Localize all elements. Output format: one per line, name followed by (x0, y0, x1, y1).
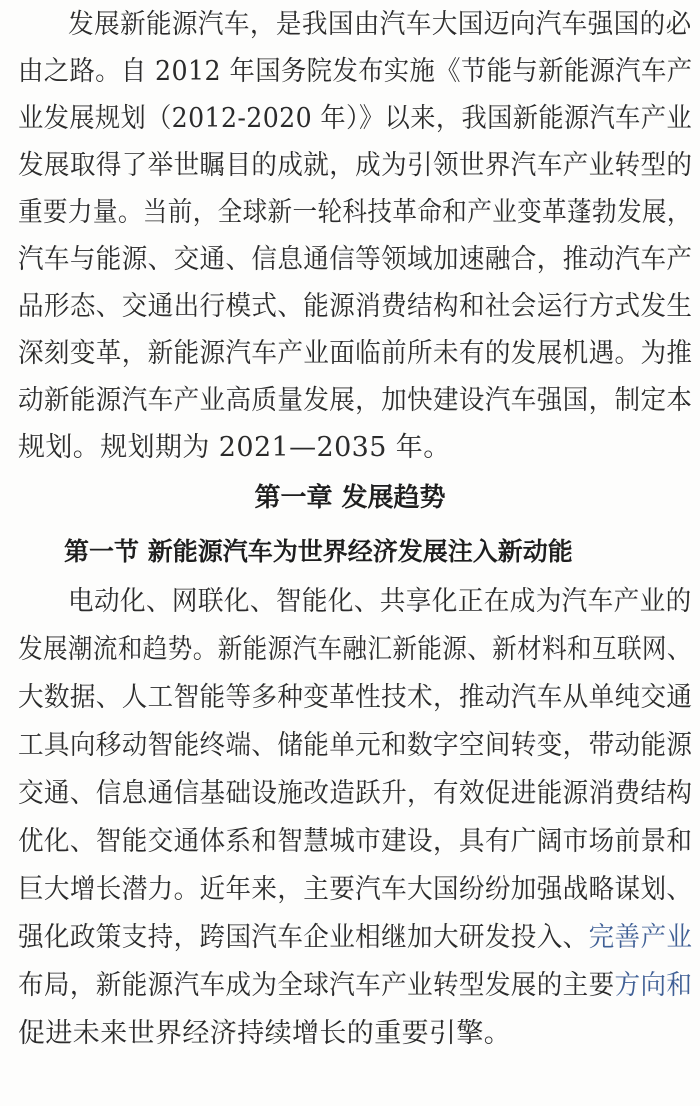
paragraph-2-line-8-tinted-text: 完善产业 (588, 922, 693, 953)
paragraph-1-line-9: 动新能源汽车产业高质量发展，加快建设汽车强国，制定本 (18, 385, 693, 416)
paragraph-2-line-6: 优化、智能交通体系和智慧城市建设，具有广阔市场前景和 (18, 826, 693, 857)
paragraph-2-line-4: 工具向移动智能终端、储能单元和数字空间转变，带动能源 (18, 730, 693, 761)
paragraph-1-line-3: 业发展规划（2012-2020 年）》以来，我国新能源汽车产业 (18, 103, 693, 134)
paragraph-2-line-10: 促进未来世界经济持续增长的重要引擎。 (18, 1018, 512, 1049)
paragraph-2-line-3: 大数据、人工智能等多种变革性技术，推动汽车从单纯交通 (18, 682, 693, 713)
paragraph-2-line-1: 电动化、网联化、智能化、共享化正在成为汽车产业的 (68, 586, 692, 617)
paragraph-2-line-9-text: 布局，新能源汽车成为全球汽车产业转型发展的主要 (18, 970, 615, 1001)
paragraph-1-line-1: 发展新能源汽车，是我国由汽车大国迈向汽车强国的必 (68, 9, 692, 40)
paragraph-1-line-6: 汽车与能源、交通、信息通信等领域加速融合，推动汽车产 (18, 244, 693, 275)
paragraph-2-line-9 (18, 966, 692, 1006)
paragraph-1-line-5: 重要力量。当前，全球新一轮科技革命和产业变革蓬勃发展， (18, 197, 692, 228)
section-title: 第一节 新能源汽车为世界经济发展注入新动能 (64, 537, 573, 566)
paragraph-2-line-9-tinted-text: 方向和 (614, 970, 693, 1001)
paragraph-1-line-10: 规划。规划期为 2021—2035 年。 (18, 432, 451, 463)
paragraph-1-line-4: 发展取得了举世瞩目的成就，成为引领世界汽车产业转型的 (18, 150, 693, 181)
paragraph-2-line-5: 交通、信息通信基础设施改造跃升，有效促进能源消费结构 (18, 778, 693, 809)
paragraph-1-line-8: 深刻变革，新能源汽车产业面临前所未有的发展机遇。为推 (18, 338, 693, 369)
paragraph-1-line-7: 品形态、交通出行模式、能源消费结构和社会运行方式发生 (18, 291, 693, 322)
chapter-title: 第一章 发展趋势 (254, 483, 446, 513)
paragraph-2-line-8 (18, 918, 692, 958)
paragraph-1-line-2: 由之路。自 2012 年国务院发布实施《节能与新能源汽车产 (18, 56, 693, 87)
paragraph-2-line-2: 发展潮流和趋势。新能源汽车融汇新能源、新材料和互联网、 (18, 634, 692, 665)
paragraph-2-line-8-text: 强化政策支持，跨国汽车企业相继加大研发投入、 (18, 922, 589, 953)
paragraph-2-line-7: 巨大增长潜力。近年来，主要汽车大国纷纷加强战略谋划、 (18, 874, 693, 905)
